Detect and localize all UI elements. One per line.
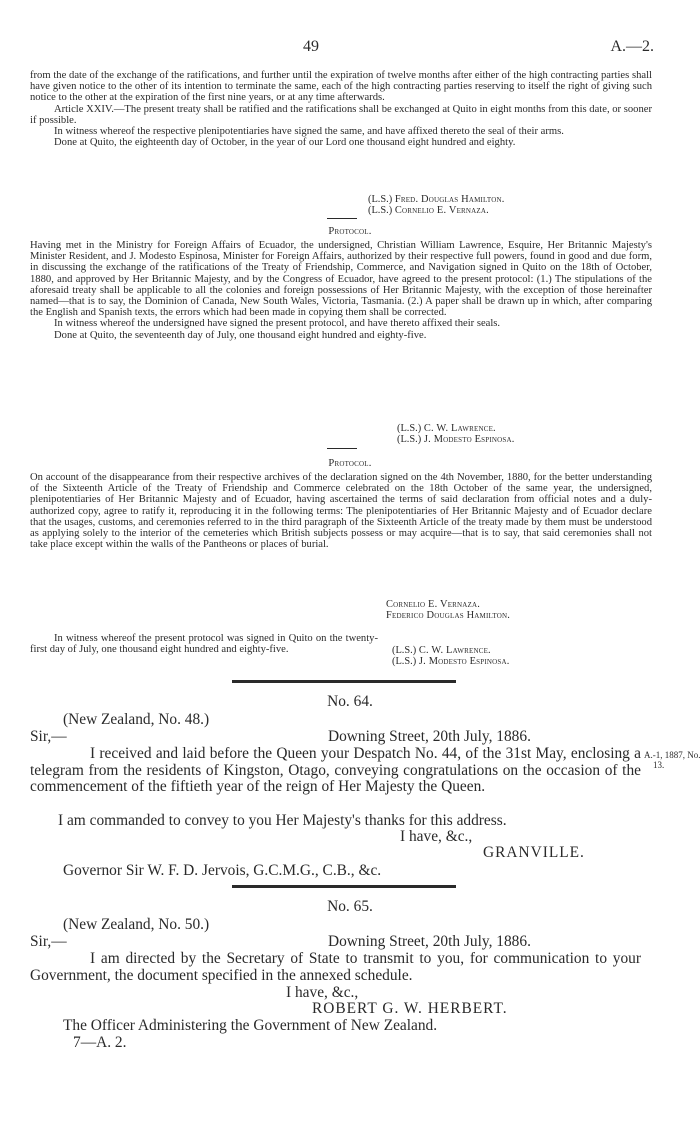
signature-line: (L.S.) C. W. Lawrence. [392,645,491,656]
despatch-line: I am commanded to convey to you Her Majesty's thanks for this address. [58,812,507,829]
protocol-title: Protocol. [328,226,372,237]
despatch-number: No. 65. [327,898,373,915]
despatch-reference: (New Zealand, No. 50.) [63,916,210,933]
signature-line: (L.S.) J. Modesto Espinosa. [397,434,515,446]
signature-line: (L.S.) Cornelio E. Vernaza. [368,205,489,217]
protocol-two-witness: In witness whereof the present protocol was signed in Quito on the twenty-first day of July, one thousand eight hundred and eighty-five. [30,633,378,656]
place-date: Downing Street, 20th July, 1886. [328,933,531,950]
section-divider [232,680,456,683]
signature: GRANVILLE. [483,844,585,861]
page-number: 49 [303,38,319,55]
protocol-one [30,240,652,341]
protocol-one-body: Having met in the Ministry for Foreign Affairs of Ecuador, the undersigned, Christian William Lawrence, Esquire, Her Britannic Majesty's Minister Resident, and J. Modesto Espinosa, Minister for Foreign Affairs, authorized by their respective full powers, found in good and due form, in discussing the exchange of the ratifications of the Treaty of Friendship, Commerce, and Navigation signed in Quito on the 18th of October, 1880, and approved by Her Britannic Majesty, and by the Congress of Ecuador, have agreed to the present protocol: (1.) The stipulations of the aforesaid treaty shall be applicable to all the colonies and foreign possessions of Her Britannic Majesty, with the exception of those hereinafter named—that is to say, the Dominion of Canada, New South Wales, Victoria, Tasmania. (2.) A paper shall be drawn up in which, after comparing the English and Spanish texts, the errors which had been made in copying them shall be corrected. [30,240,652,319]
addressee: The Officer Administering the Government of New Zealand. [63,1017,438,1034]
protocol-two [30,472,652,550]
margin-note: 13. [653,760,665,770]
place-date: Downing Street, 20th July, 1886. [328,728,531,745]
printer-signature-mark: 7—A. 2. [73,1034,127,1051]
protocol-one-witness: In witness whereof the undersigned have signed the present protocol, and have thereto affixed their seals. [54,318,501,330]
despatch-body: I am directed by the Secretary of State to transmit to you, for communication to your Government, the document specified in the annexed schedule. [30,950,641,984]
protocol-title: Protocol. [328,458,372,469]
treaty-article-end [30,70,652,148]
signature-line: (L.S.) C. W. Lawrence. [397,423,496,434]
despatch-number: No. 64. [327,693,373,710]
margin-note: A.-1, 1887, No. [644,750,700,760]
signature-line: (L.S.) J. Modesto Espinosa. [392,656,510,668]
signature: ROBERT G. W. HERBERT. [312,1000,508,1017]
signature-line: Cornelio E. Vernaza. [386,599,481,610]
page-header [0,38,700,58]
protocol-two-declaration-signatures [386,599,510,621]
despatch-body: I received and laid before the Queen your Despatch No. 44, of the 31st May, enclosing a telegram from the residents of Kingston, Otago, conveying congratulations on the occasion of the commencement of the fiftieth year of the reign of Her Majesty the Queen. [30,745,641,796]
protocol-two-body: On account of the disappearance from their respective archives of the declaration signed on the 4th November, 1880, for the better understanding of the Sixteenth Article of the Treaty of Friendship and Commerce celebrated on the 18th October of the same year, the undersigned, plenipotentiaries of Her Britannic Majesty and of Ecuador, having ascertained the terms of said declaration from official notes and a duly-authorized copy, agree to ratify it, reproducing it in the following terms: The plenipotentiaries of Her Britannic Majesty and of Ecuador declare that the usages, customs, and ceremonies referred to in the third paragraph of the Sixteenth Article of the treaty made by them must be understood as applying solely to the interior of the cemeteries which British subjects possess or may acquire—that is to say, that said ceremonies shall not take place except within the walls of the Pantheons or places of burial. [30,472,652,551]
treaty-witness-clause: In witness whereof the respective plenipotentiaries have signed the same, and have affixed thereto the seal of their arms. [54,126,564,138]
addressee: Governor Sir W. F. D. Jervois, G.C.M.G., C.B., &c. [63,862,382,879]
article-xxiv: Article XXIV.—The present treaty shall be ratified and the ratifications shall be exchanged at Quito in eight months from this date, or sooner if possible. [30,103,652,126]
despatch-reference: (New Zealand, No. 48.) [63,711,210,728]
article-continuation: from the date of the exchange of the ratifications, and further until the expiration of twelve months after either of the high contracting parties shall have given notice to the other of its intention to terminate the same, each of the high contracting parties reserving to itself the right of giving such notice to the other at the expiration of the first nine years, or at any time afterwards. [30,70,652,104]
closing: I have, &c., [286,984,359,1001]
protocol-one-done: Done at Quito, the seventeenth day of July, one thousand eight hundred and eighty-five. [54,329,427,341]
treaty-signatures [368,194,505,216]
protocol-one-signatures [397,423,515,445]
short-divider [327,448,357,449]
paper-reference: A.—2. [610,38,654,55]
salutation: Sir,— [30,728,67,745]
section-divider [232,885,456,888]
signature-line: (L.S.) Fred. Douglas Hamilton. [368,194,505,205]
treaty-done-clause: Done at Quito, the eighteenth day of October, in the year of our Lord one thousand eight hundred and eighty. [54,137,516,149]
short-divider [327,218,357,219]
salutation: Sir,— [30,933,67,950]
protocol-two-signatures [392,645,510,667]
signature-line: Federico Douglas Hamilton. [386,610,511,622]
closing: I have, &c., [400,828,473,845]
